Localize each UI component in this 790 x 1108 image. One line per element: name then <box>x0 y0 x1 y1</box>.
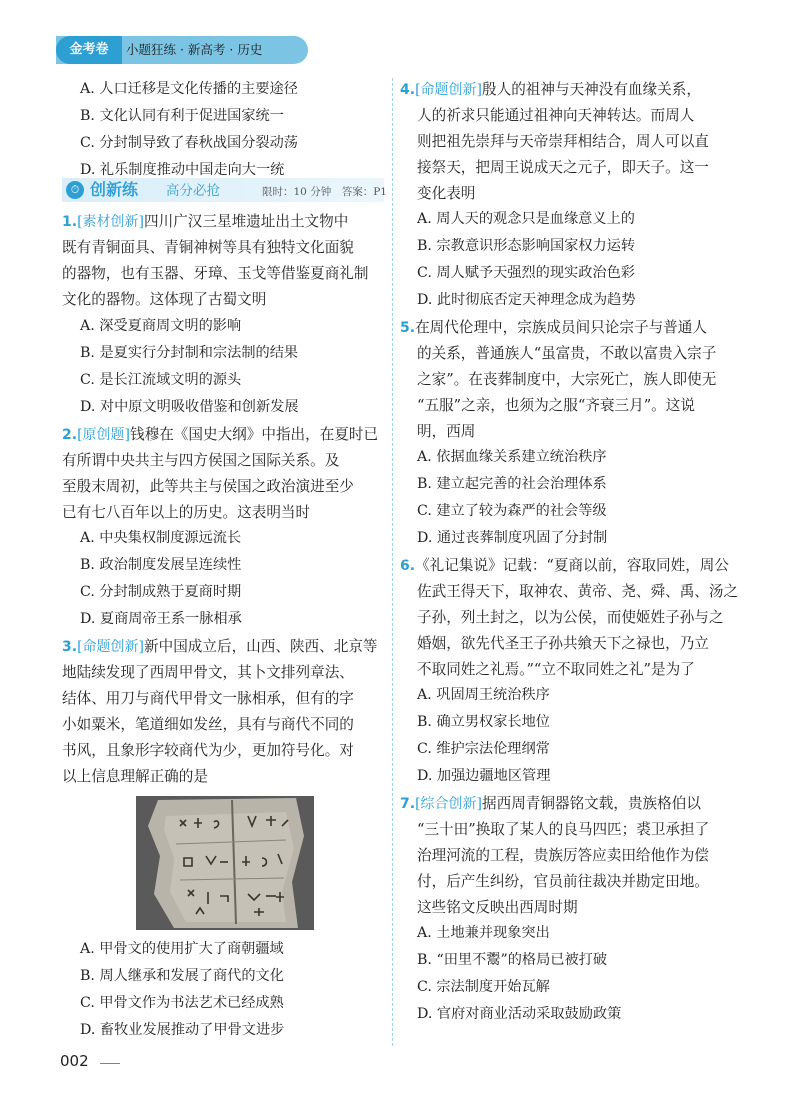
oracle-bone-illustration <box>136 796 314 930</box>
page-number: 002 <box>60 1052 89 1070</box>
question-4-tag: [命题创新] <box>415 82 482 98</box>
book-badge: 金考卷 <box>56 36 122 64</box>
section-subtitle: 高分必抢 <box>166 183 220 199</box>
question-1-line-1 <box>62 210 348 231</box>
question-6-line-2: 佐武王得天下，取神农、黄帝、尧、舜、禹、汤之 <box>417 583 739 600</box>
oracle-bone-image <box>136 796 314 930</box>
question-7-option-a[interactable]: A. 土地兼并现象突出 <box>417 925 550 941</box>
question-3-option-b[interactable]: B. 周人继承和发展了商代的文化 <box>80 968 284 984</box>
question-5-line-4: “五服”之亲，也须为之服“齐衰三月”。这说 <box>417 397 695 414</box>
question-4-number: 4. <box>400 82 416 98</box>
question-7-option-b[interactable]: B. “田里不鬻”的格局已被打破 <box>417 952 608 968</box>
question-7-line-5: 这些铭文反映出西周时期 <box>417 899 578 916</box>
question-3-line-2: 地陆续发现了西周甲骨文，其卜文排列章法、 <box>62 664 354 681</box>
question-5-option-b[interactable]: B. 建立起完善的社会治理体系 <box>417 476 607 492</box>
question-2-tag: [原创题] <box>77 427 130 443</box>
question-2-line-4: 已有七八百年以上的历史。这表明当时 <box>62 504 311 521</box>
question-3-tag: [命题创新] <box>77 639 144 655</box>
question-3-option-d[interactable]: D. 畜牧业发展推动了甲骨文进步 <box>80 1022 285 1038</box>
question-6-text: 《礼记集说》记载：“夏商以前，容取同姓，周公 <box>415 557 729 574</box>
question-7-line-1 <box>400 792 701 813</box>
question-5-option-a[interactable]: A. 依据血缘关系建立统治秩序 <box>417 449 607 465</box>
question-3-number: 3. <box>62 639 78 655</box>
question-5-option-c[interactable]: C. 建立了较为森严的社会等级 <box>417 503 607 519</box>
question-4-option-b[interactable]: B. 宗教意识形态影响国家权力运转 <box>417 238 636 254</box>
question-6-option-d[interactable]: D. 加强边疆地区管理 <box>417 768 551 784</box>
question-4-option-c[interactable]: C. 周人赋予天强烈的现实政治色彩 <box>417 265 635 281</box>
question-4-option-d[interactable]: D. 此时彻底否定天神理念成为趋势 <box>417 292 636 308</box>
question-2-line-1 <box>62 423 378 444</box>
question-1-option-d[interactable]: D. 对中原文明吸收借鉴和创新发展 <box>80 399 299 415</box>
question-4-line-4: 接祭天，把周王说成天之元子，即天子。这一 <box>417 159 709 176</box>
question-2-line-3: 至殷末周初，此等共主与侯国之政治演进至少 <box>62 478 354 495</box>
question-1-number: 1. <box>62 214 78 230</box>
question-3-text: 新中国成立后，山西、陕西、北京等 <box>144 638 378 655</box>
question-5-line-1 <box>400 316 707 337</box>
question-2-option-d[interactable]: D. 夏商周帝王系一脉相承 <box>80 611 242 627</box>
section-meta: 限时：10 分钟 答案：P1 <box>262 186 387 198</box>
question-4-line-1 <box>400 78 701 99</box>
prev-option-b: B. 文化认同有利于促进国家统一 <box>80 108 284 124</box>
question-1-tag: [素材创新] <box>77 214 144 230</box>
question-6-line-5: 不取同姓之礼焉。”“立不取同姓之礼”是为了 <box>417 661 695 678</box>
question-7-number: 7. <box>400 796 416 812</box>
question-4-text: 殷人的祖神与天神没有血缘关系， <box>482 81 701 98</box>
stopwatch-icon: ⏱ <box>66 181 84 199</box>
question-6-line-1 <box>400 554 729 575</box>
question-3-line-4: 小如粟米，笔道细如发丝，具有与商代不同的 <box>62 716 354 733</box>
question-6-number: 6. <box>400 558 416 574</box>
question-2-option-b[interactable]: B. 政治制度发展呈连续性 <box>80 557 242 573</box>
question-4-line-2: 人的祈求只能通过祖神向天神转达。而周人 <box>417 107 695 124</box>
question-7-line-3: 治理河流的工程，贵族厉答应卖田给他作为偿 <box>417 847 709 864</box>
question-5-number: 5. <box>400 320 416 336</box>
question-4-option-a[interactable]: A. 周人天的观念只是血缘意义上的 <box>417 211 635 227</box>
question-6-option-b[interactable]: B. 确立男权家长地位 <box>417 714 550 730</box>
question-6-line-3: 子孙，列土封之，以为公侯，而使姬姓子孙与之 <box>417 609 724 626</box>
prev-option-a: A. 人口迁移是文化传播的主要途径 <box>80 81 298 97</box>
section-title: 创新练 <box>90 180 139 199</box>
question-7-text: 据西周青铜器铭文载，贵族格伯以 <box>482 795 701 812</box>
question-7-line-2: “三十田”换取了某人的良马四匹；裘卫承担了 <box>417 821 710 838</box>
question-5-line-2: 的关系，普通族人“虽富贵，不敢以富贵入宗子 <box>417 345 717 362</box>
column-divider <box>392 78 393 1046</box>
question-1-text: 四川广汉三星堆遗址出土文物中 <box>144 213 349 230</box>
prev-option-c: C. 分封制导致了春秋战国分裂动荡 <box>80 135 298 151</box>
question-5-text: 在周代伦理中，宗族成员间只论宗子与普通人 <box>415 319 707 336</box>
question-4-line-5: 变化表明 <box>417 185 476 202</box>
question-6-option-a[interactable]: A. 巩固周王统治秩序 <box>417 687 550 703</box>
question-5-option-d[interactable]: D. 通过丧葬制度巩固了分封制 <box>417 530 608 546</box>
question-1-line-4: 文化的器物。这体现了古蜀文明 <box>62 291 267 308</box>
question-2-text: 钱穆在《国史大纲》中指出，在夏时已 <box>130 426 379 443</box>
question-5-line-3: 之家”。在丧葬制度中，大宗死亡，族人即使无 <box>417 371 717 388</box>
question-3-option-c[interactable]: C. 甲骨文作为书法艺术已经成熟 <box>80 995 284 1011</box>
question-2-option-c[interactable]: C. 分封制成熟于夏商时期 <box>80 584 242 600</box>
question-1-option-c[interactable]: C. 是长江流域文明的源头 <box>80 372 242 388</box>
question-1-line-3: 的器物，也有玉器、牙璋、玉戈等借鉴夏商礼制 <box>62 265 369 282</box>
prev-option-d: D. 礼乐制度推动中国走向大一统 <box>80 162 285 178</box>
question-7-line-4: 付，后产生纠纷，官员前往裁决并勘定田地。 <box>417 873 709 890</box>
question-6-line-4: 婚姻，欲先代圣王子孙共飨天下之禄也，乃立 <box>417 635 709 652</box>
question-3-line-3: 结体、用刀与商代甲骨文一脉相承，但有的字 <box>62 690 354 707</box>
question-6-option-c[interactable]: C. 维护宗法伦理纲常 <box>417 741 550 757</box>
question-2-number: 2. <box>62 427 78 443</box>
question-3-line-5: 书风，且象形字较商代为少，更加符号化。对 <box>62 742 354 759</box>
question-1-option-a[interactable]: A. 深受夏商周文明的影响 <box>80 318 242 334</box>
question-7-tag: [综合创新] <box>415 796 482 812</box>
header-subtitle: 小题狂练 · 新高考 · 历史 <box>126 42 263 57</box>
question-3-option-a[interactable]: A. 甲骨文的使用扩大了商朝疆域 <box>80 941 284 957</box>
question-2-line-2: 有所谓中央共主与四方侯国之国际关系。及 <box>62 452 340 469</box>
question-7-option-d[interactable]: D. 官府对商业活动采取鼓励政策 <box>417 1006 622 1022</box>
question-3-line-6: 以上信息理解正确的是 <box>62 768 208 785</box>
question-7-option-c[interactable]: C. 宗法制度开始瓦解 <box>417 979 550 995</box>
question-1-option-b[interactable]: B. 是夏实行分封制和宗法制的结果 <box>80 345 299 361</box>
question-1-line-2: 既有青铜面具、青铜神树等具有独特文化面貌 <box>62 239 354 256</box>
question-2-option-a[interactable]: A. 中央集权制度源远流长 <box>80 530 242 546</box>
question-4-line-3: 则把祖先崇拜与天帝崇拜相结合，周人可以直 <box>417 133 709 150</box>
question-5-line-5: 明，西周 <box>417 423 476 440</box>
page-number-rule <box>100 1063 120 1064</box>
question-3-line-1 <box>62 635 378 656</box>
